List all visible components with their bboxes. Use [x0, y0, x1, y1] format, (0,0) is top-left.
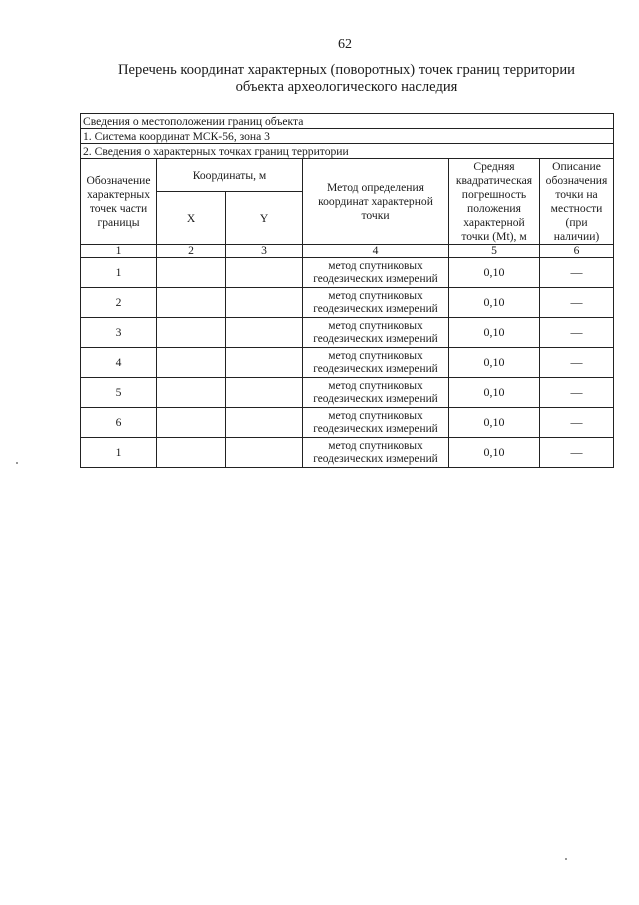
- position-error: 0,10: [449, 438, 540, 468]
- coordinate-y: [226, 258, 303, 288]
- header-y: Y: [226, 192, 303, 245]
- document-title: [80, 62, 613, 96]
- title-line-2: объекта археологического наследия: [235, 79, 458, 95]
- scan-speck: [16, 462, 18, 464]
- position-error: 0,10: [449, 348, 540, 378]
- point-designation: 4: [81, 348, 157, 378]
- boundary-points-table: [80, 113, 614, 468]
- table-row: [81, 408, 614, 438]
- point-designation: 2: [81, 288, 157, 318]
- page-number: 62: [338, 37, 352, 52]
- column-number: 6: [540, 245, 614, 258]
- coordinate-x: [157, 348, 226, 378]
- table-row: [81, 258, 614, 288]
- column-number: 5: [449, 245, 540, 258]
- measurement-method: метод спутниковых геодезических измерений: [303, 378, 449, 408]
- measurement-method: метод спутниковых геодезических измерений: [303, 258, 449, 288]
- position-error: 0,10: [449, 378, 540, 408]
- measurement-method: метод спутниковых геодезических измерений: [303, 288, 449, 318]
- point-description: —: [540, 408, 614, 438]
- header-description: Описание обозначения точки на местности (при наличии): [540, 159, 614, 245]
- point-description: —: [540, 348, 614, 378]
- position-error: 0,10: [449, 258, 540, 288]
- coordinate-x: [157, 408, 226, 438]
- measurement-method: метод спутниковых геодезических измерений: [303, 408, 449, 438]
- position-error: 0,10: [449, 318, 540, 348]
- table-row: [81, 348, 614, 378]
- coordinate-y: [226, 288, 303, 318]
- point-designation: 5: [81, 378, 157, 408]
- measurement-method: метод спутниковых геодезических измерений: [303, 348, 449, 378]
- table-row: [81, 318, 614, 348]
- header-x: X: [157, 192, 226, 245]
- column-number: 3: [226, 245, 303, 258]
- table-row: [81, 438, 614, 468]
- coordinate-y: [226, 438, 303, 468]
- coordinate-x: [157, 288, 226, 318]
- coordinate-y: [226, 348, 303, 378]
- measurement-method: метод спутниковых геодезических измерений: [303, 318, 449, 348]
- point-description: —: [540, 378, 614, 408]
- header-designation: Обозначение характерных точек части границы: [81, 159, 157, 245]
- point-description: —: [540, 258, 614, 288]
- position-error: 0,10: [449, 288, 540, 318]
- point-description: —: [540, 288, 614, 318]
- title-line-1: Перечень координат характерных (поворотных) точек границ территории: [118, 62, 575, 78]
- column-number: 1: [81, 245, 157, 258]
- table-row: [81, 378, 614, 408]
- header-method: Метод определения координат характерной точки: [303, 159, 449, 245]
- point-description: —: [540, 438, 614, 468]
- coordinate-x: [157, 318, 226, 348]
- point-designation: 1: [81, 438, 157, 468]
- coordinate-x: [157, 378, 226, 408]
- header-error: Средняя квадратическая погрешность положения характерной точки (Mt), м: [449, 159, 540, 245]
- section-coordinate-system: 1. Система координат МСК-56, зона 3: [81, 129, 614, 144]
- section-characteristic-points: 2. Сведения о характерных точках границ территории: [81, 144, 614, 159]
- scan-speck: [565, 858, 567, 860]
- point-designation: 3: [81, 318, 157, 348]
- table-row: [81, 288, 614, 318]
- point-description: —: [540, 318, 614, 348]
- column-number: 4: [303, 245, 449, 258]
- coordinate-y: [226, 318, 303, 348]
- position-error: 0,10: [449, 408, 540, 438]
- header-coordinates: Координаты, м: [157, 159, 303, 192]
- coordinate-x: [157, 258, 226, 288]
- section-location: Сведения о местоположении границ объекта: [81, 114, 614, 129]
- point-designation: 6: [81, 408, 157, 438]
- point-designation: 1: [81, 258, 157, 288]
- coordinate-x: [157, 438, 226, 468]
- coordinate-y: [226, 408, 303, 438]
- column-number: 2: [157, 245, 226, 258]
- measurement-method: метод спутниковых геодезических измерений: [303, 438, 449, 468]
- coordinate-y: [226, 378, 303, 408]
